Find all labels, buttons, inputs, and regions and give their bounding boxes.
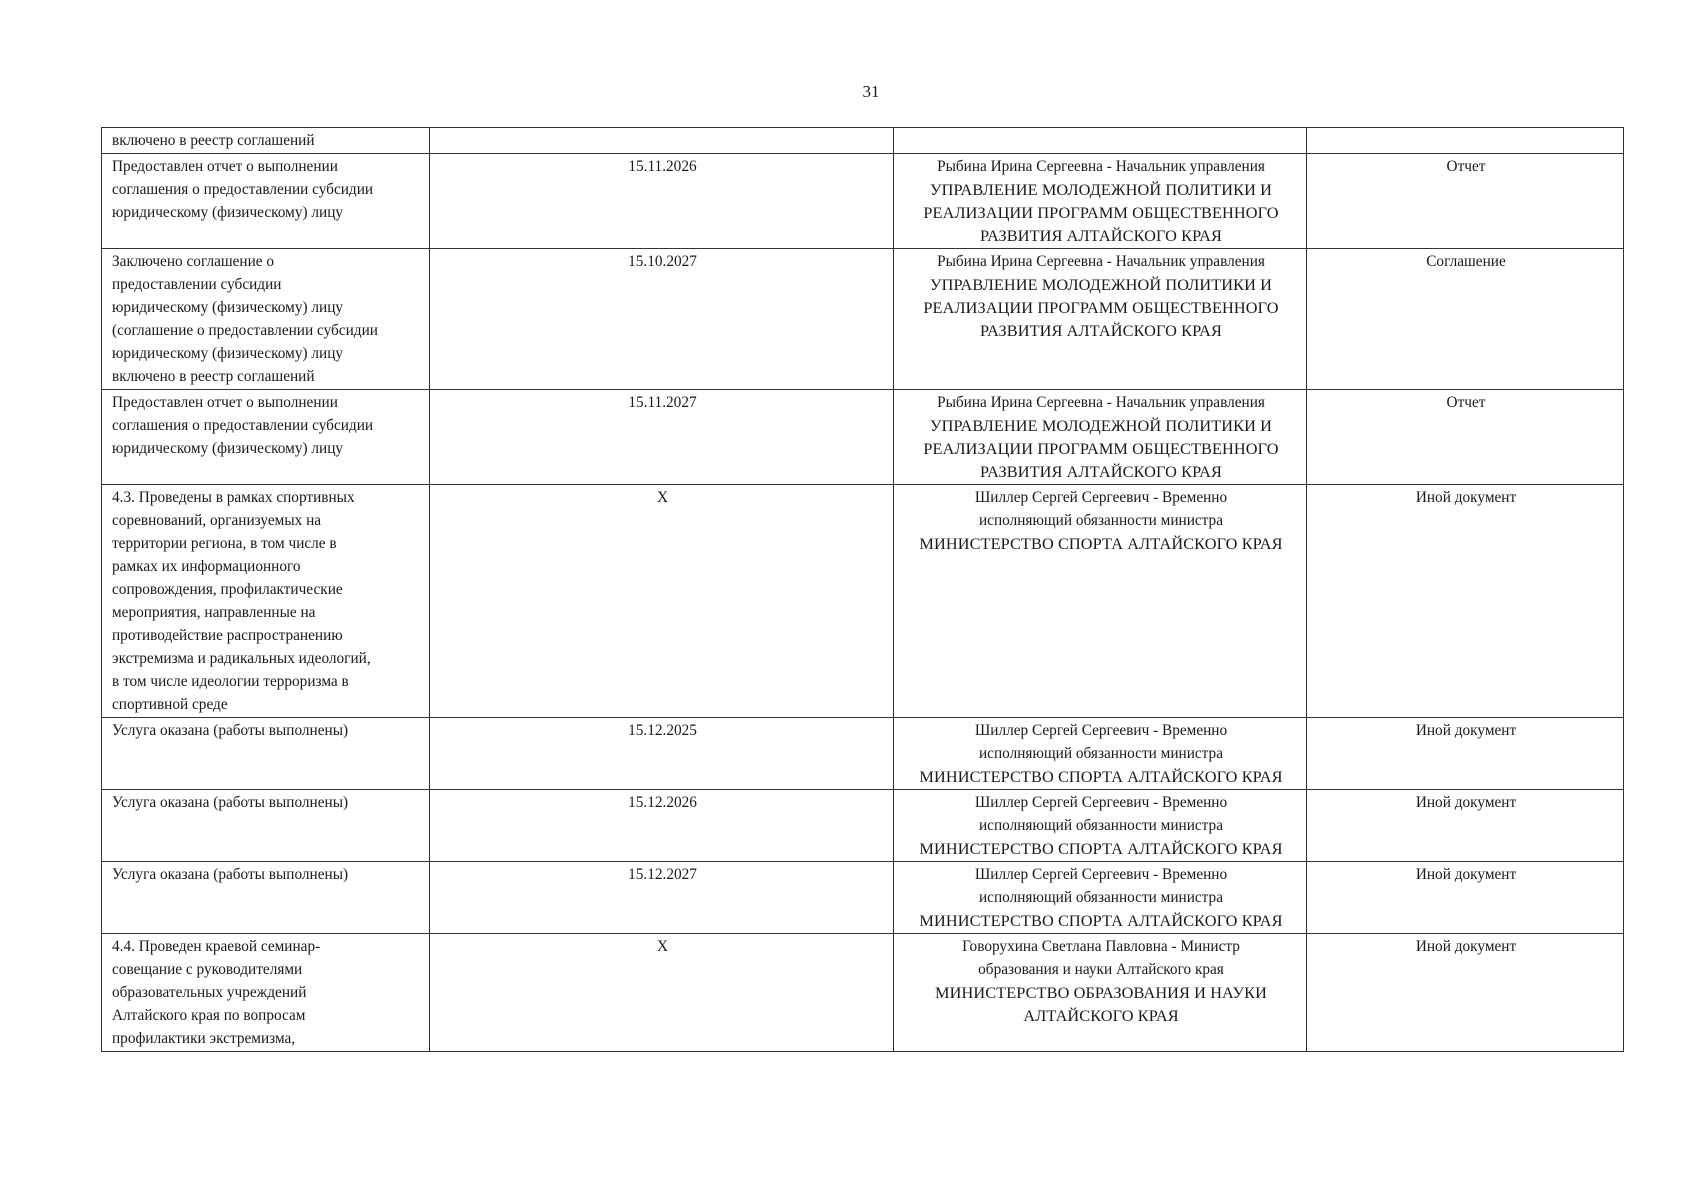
document-type: Иной документ [1415,489,1517,506]
event-text-line: включено в реестр соглашений [112,132,315,149]
responsible-person-line: Рыбина Ирина Сергеевна - Начальник управления [937,158,1265,175]
responsible-cell [894,390,1307,485]
table-row [102,249,1624,390]
responsible-cell [894,862,1307,934]
responsible-cell [894,718,1307,790]
event-text-line: сопровождения, профилактические [112,581,343,598]
deadline-cell [430,390,894,485]
table-row [102,390,1624,485]
deadline-cell [430,128,894,154]
deadline-cell [430,718,894,790]
event-text-line: предоставлении субсидии [112,276,282,293]
deadline-date: 15.12.2025 [628,722,697,739]
document-type-cell [1307,485,1624,718]
event-text-line: Услуга оказана (работы выполнены) [112,866,349,883]
responsible-cell [894,934,1307,1052]
deadline-date: 15.11.2026 [628,158,697,175]
deadline-date: 15.11.2027 [628,394,697,411]
event-text-line: соревнований, организуемых на [112,512,322,529]
responsible-cell [894,128,1307,154]
document-type: Иной документ [1415,794,1517,811]
event-text-line: юридическому (физическому) лицу [112,299,344,316]
event-cell [102,249,430,390]
organization-line: АЛТАЙСКОГО КРАЯ [1023,1006,1179,1025]
event-text-line: в том числе идеологии терроризма в [112,673,349,690]
responsible-person-line: Шиллер Сергей Сергеевич - Временно [974,489,1228,506]
event-text-line: соглашения о предоставлении субсидии [112,417,374,434]
deadline-cell [430,934,894,1052]
organization-line: МИНИСТЕРСТВО СПОРТА АЛТАЙСКОГО КРАЯ [919,534,1283,553]
table-row [102,934,1624,1052]
event-text-line: соглашения о предоставлении субсидии [112,181,374,198]
event-text-line: Алтайского края по вопросам [112,1007,306,1024]
event-text-line: 4.3. Проведены в рамках спортивных [112,489,355,506]
document-type: Соглашение [1426,253,1506,270]
event-cell [102,790,430,862]
document-type-cell [1307,390,1624,485]
page-number: 31 [862,82,880,101]
document-type-cell [1307,790,1624,862]
event-text-line: 4.4. Проведен краевой семинар- [112,938,321,955]
event-cell [102,862,430,934]
document-type-cell [1307,154,1624,249]
plan-table [101,127,1624,1052]
deadline-cell [430,154,894,249]
organization-line: УПРАВЛЕНИЕ МОЛОДЕЖНОЙ ПОЛИТИКИ И [929,416,1273,435]
responsible-person-line: Шиллер Сергей Сергеевич - Временно [974,794,1228,811]
deadline-cell [430,790,894,862]
organization-line: МИНИСТЕРСТВО СПОРТА АЛТАЙСКОГО КРАЯ [919,911,1283,930]
plan-table-body [102,128,1624,1052]
document-type: Иной документ [1415,866,1517,883]
deadline-date: X [656,938,669,955]
document-type-cell [1307,718,1624,790]
table-row [102,128,1624,154]
organization-line: РЕАЛИЗАЦИИ ПРОГРАММ ОБЩЕСТВЕННОГО [923,203,1279,222]
event-text-line: юридическому (физическому) лицу [112,345,344,362]
event-cell [102,485,430,718]
deadline-date: X [656,489,669,506]
event-text-line: Предоставлен отчет о выполнении [112,394,338,411]
document-type: Иной документ [1415,722,1517,739]
document-type-cell [1307,128,1624,154]
organization-line: РАЗВИТИЯ АЛТАЙСКОГО КРАЯ [980,226,1222,245]
deadline-cell [430,249,894,390]
event-cell [102,154,430,249]
event-text-line: спортивной среде [112,696,228,713]
event-text-line: мероприятия, направленные на [112,604,316,621]
document-type-cell [1307,249,1624,390]
organization-line: УПРАВЛЕНИЕ МОЛОДЕЖНОЙ ПОЛИТИКИ И [929,180,1273,199]
responsible-person-line: Рыбина Ирина Сергеевна - Начальник управления [937,394,1265,411]
event-text-line: юридическому (физическому) лицу [112,204,344,221]
responsible-person-line: исполняющий обязанности министра [978,512,1223,529]
document-type: Отчет [1446,394,1486,411]
document-type-cell [1307,862,1624,934]
organization-line: МИНИСТЕРСТВО СПОРТА АЛТАЙСКОГО КРАЯ [919,839,1283,858]
deadline-cell [430,485,894,718]
event-cell [102,718,430,790]
deadline-date: 15.10.2027 [628,253,697,270]
event-text-line: рамках их информационного [112,558,301,575]
deadline-date: 15.12.2026 [628,794,697,811]
deadline-date: 15.12.2027 [628,866,697,883]
deadline-cell [430,862,894,934]
organization-line: УПРАВЛЕНИЕ МОЛОДЕЖНОЙ ПОЛИТИКИ И [929,275,1273,294]
event-text-line: Услуга оказана (работы выполнены) [112,722,349,739]
organization-line: МИНИСТЕРСТВО СПОРТА АЛТАЙСКОГО КРАЯ [919,767,1283,786]
organization-line: РЕАЛИЗАЦИИ ПРОГРАММ ОБЩЕСТВЕННОГО [923,298,1279,317]
table-row [102,485,1624,718]
event-text-line: включено в реестр соглашений [112,368,315,385]
event-text-line: профилактики экстремизма, [112,1030,296,1047]
event-cell [102,934,430,1052]
table-row [102,718,1624,790]
responsible-person-line: Говорухина Светлана Павловна - Министр [962,938,1240,955]
responsible-cell [894,790,1307,862]
event-text-line: противодействие распространению [112,627,343,644]
responsible-person-line: образования и науки Алтайского края [978,961,1224,978]
responsible-cell [894,249,1307,390]
document-type: Иной документ [1415,938,1517,955]
table-row [102,154,1624,249]
table-row [102,790,1624,862]
event-text-line: Предоставлен отчет о выполнении [112,158,338,175]
responsible-person-line: исполняющий обязанности министра [978,745,1223,762]
event-text-line: экстремизма и радикальных идеологий, [112,650,371,667]
organization-line: МИНИСТЕРСТВО ОБРАЗОВАНИЯ И НАУКИ [935,983,1267,1002]
organization-line: РАЗВИТИЯ АЛТАЙСКОГО КРАЯ [980,321,1222,340]
event-text-line: Услуга оказана (работы выполнены) [112,794,349,811]
organization-line: РЕАЛИЗАЦИИ ПРОГРАММ ОБЩЕСТВЕННОГО [923,439,1279,458]
organization-line: РАЗВИТИЯ АЛТАЙСКОГО КРАЯ [980,462,1222,481]
responsible-person-line: Шиллер Сергей Сергеевич - Временно [974,866,1228,883]
event-text-line: образовательных учреждений [112,984,307,1001]
event-cell [102,128,430,154]
event-cell [102,390,430,485]
document-type: Отчет [1446,158,1486,175]
document-type-cell [1307,934,1624,1052]
responsible-cell [894,154,1307,249]
event-text-line: (соглашение о предоставлении субсидии [112,322,378,339]
event-text-line: Заключено соглашение о [112,253,275,270]
responsible-person-line: исполняющий обязанности министра [978,817,1223,834]
event-text-line: юридическому (физическому) лицу [112,440,344,457]
table-row [102,862,1624,934]
responsible-person-line: исполняющий обязанности министра [978,889,1223,906]
responsible-person-line: Шиллер Сергей Сергеевич - Временно [974,722,1228,739]
responsible-cell [894,485,1307,718]
responsible-person-line: Рыбина Ирина Сергеевна - Начальник управления [937,253,1265,270]
event-text-line: совещание с руководителями [112,961,303,978]
event-text-line: территории региона, в том числе в [112,535,337,552]
